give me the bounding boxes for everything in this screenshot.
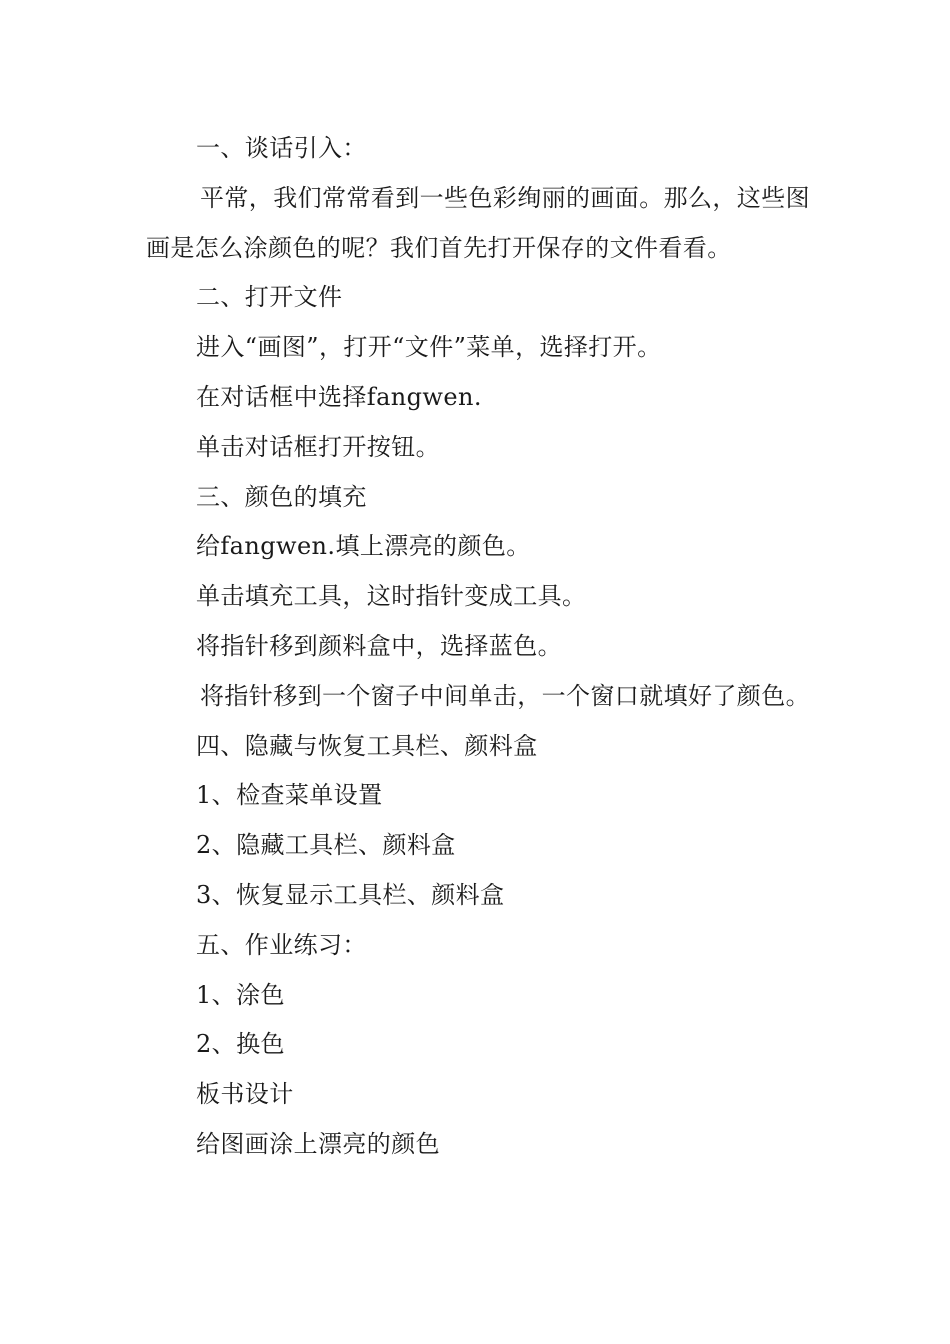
list-item: 1、检查菜单设置 <box>196 781 383 810</box>
paragraph-step: 将指针移到颜料盒中，选择蓝色。 <box>196 631 562 660</box>
paragraph-step: 单击对话框打开按钮。 <box>196 432 440 461</box>
document-body <box>146 124 810 1170</box>
paragraph-intro-text: 平常，我们常常看到一些色彩绚丽的画面。那么，这些图画是怎么涂颜色的呢？我们首先打开保存的文件看看。 <box>146 183 810 262</box>
paragraph-step: 进入“画图”，打开“文件”菜单，选择打开。 <box>196 333 662 362</box>
list-item: 2、隐藏工具栏、颜料盒 <box>196 831 456 860</box>
paragraph-step: 给fangwen.填上漂亮的颜色。 <box>196 532 531 561</box>
section-heading-toolbar: 四、隐藏与恢复工具栏、颜料盒 <box>196 731 538 760</box>
paragraph-step: 在对话框中选择fangwen. <box>196 382 482 411</box>
paragraph-board-title: 给图画涂上漂亮的颜色 <box>196 1129 440 1158</box>
section-heading-open-file: 二、打开文件 <box>196 283 343 312</box>
section-heading-fill: 三、颜色的填充 <box>196 482 367 511</box>
section-heading-exercise: 五、作业练习： <box>196 930 367 959</box>
list-item: 2、换色 <box>196 1030 285 1059</box>
list-item: 1、涂色 <box>196 980 285 1009</box>
paragraph-step: 单击填充工具，这时指针变成工具。 <box>196 582 587 611</box>
section-heading-intro: 一、谈话引入： <box>196 134 367 162</box>
list-item: 3、恢复显示工具栏、颜料盒 <box>196 880 505 909</box>
section-heading-board-design: 板书设计 <box>196 1080 294 1109</box>
paragraph-step: 将指针移到一个窗子中间单击，一个窗口就填好了颜色。 <box>200 681 810 710</box>
